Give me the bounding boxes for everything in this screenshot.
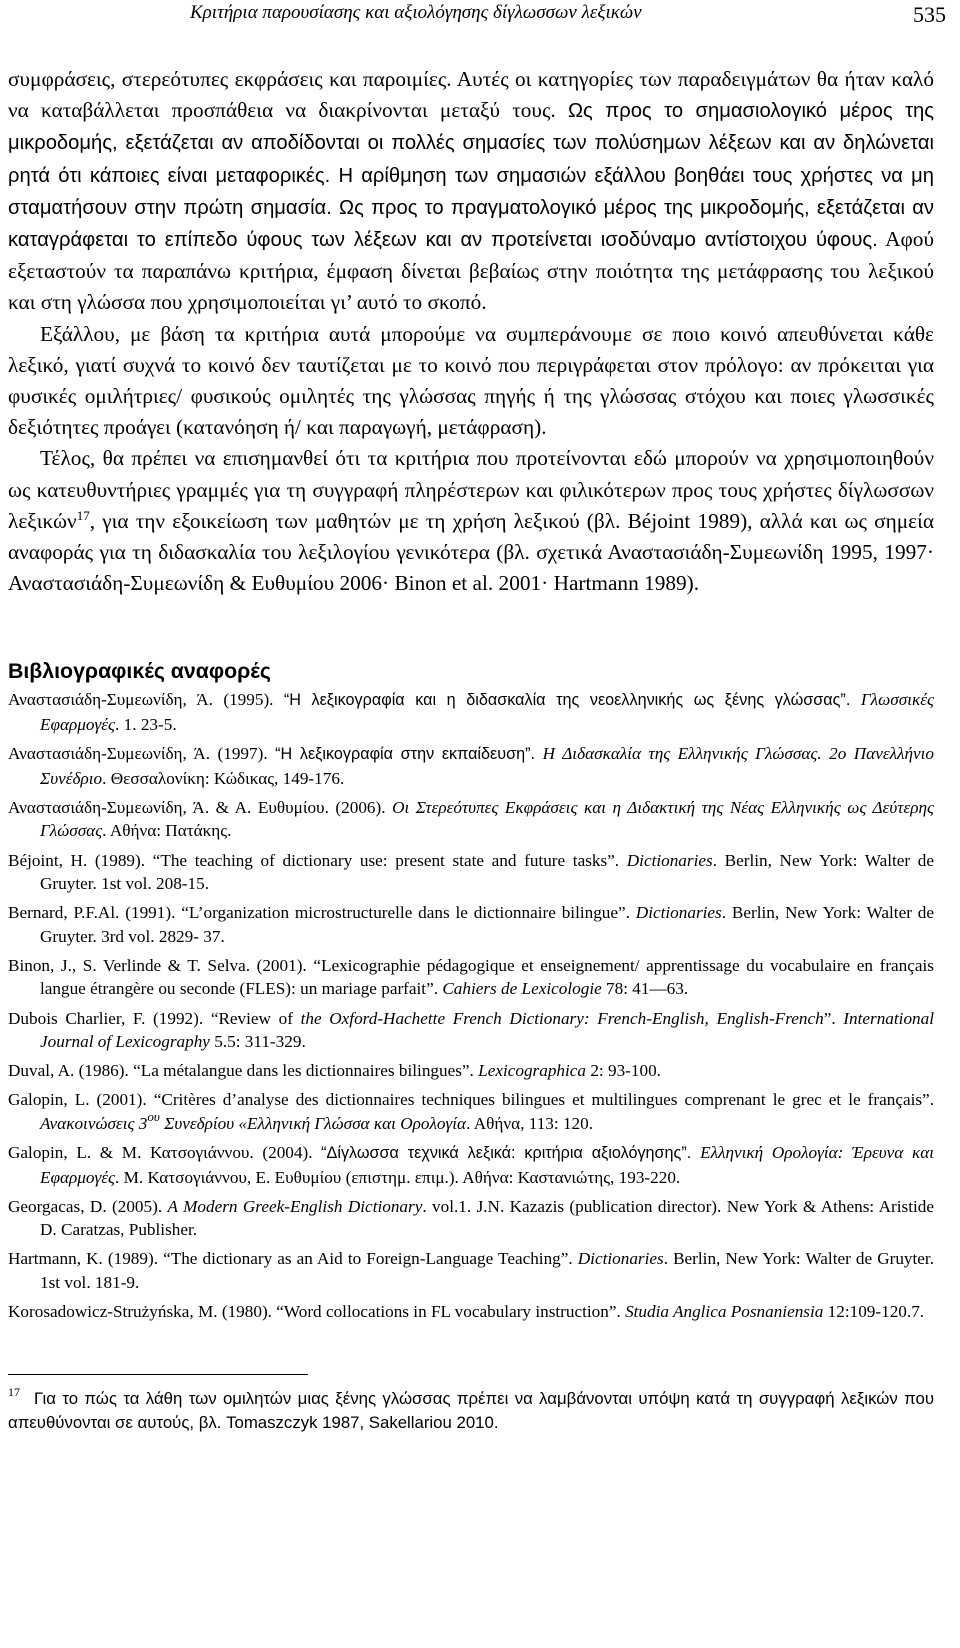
ref-author: Αναστασιάδη-Συμεωνίδη, Ά. (1995). xyxy=(8,690,284,710)
ref-details: . 1. 23-5. xyxy=(115,715,177,735)
reference-item xyxy=(8,1088,934,1135)
ref-source: Ελληνική Ορολογία: Έρευνα και Εφαρμογές xyxy=(40,1143,934,1187)
reference-item xyxy=(8,1247,934,1294)
ref-author: Korosadowicz-Strużyńska, M. (1980). “Word collocations in FL vocabulary instruction”. xyxy=(8,1302,626,1322)
ref-author: Galopin, L. & M. Κατσογιάννου. (2004). xyxy=(8,1143,322,1163)
paragraph-1-start: συμφράσεις, στερεότυπες εκφράσεις και παροιμίες. Αυτές οι κατηγορίες των παραδειγμάτων θα ήταν καλό να καταβάλλεται προσπάθεια να διακρίνονται μεταξύ τους. xyxy=(8,67,934,123)
running-header xyxy=(8,0,946,42)
ref-author: Αναστασιάδη-Συμεωνίδη, Ά. (1997). xyxy=(8,744,276,764)
ref-source: Οι Στερεότυπες Εκφράσεις και η Διδακτική της Νέας Ελληνικής ως Δεύτερης Γλώσσας xyxy=(40,797,934,841)
ref-pages: 5.5: 311-329. xyxy=(209,1032,306,1052)
paragraph-1-semantics: Ως προς το σημασιολογικό μέρος της μικροδομής, εξετάζεται αν αποδίδονται οι πολλές σημασίες των πολύσημων λέξεων και αν δηλώνεται ρητά ότι κάποιες είναι μεταφορικές. Η αρίθμηση των σημασιών εξάλλου βοηθάει τους χρήστες να μη σταματήσουν στην πρώτη σημασία. Ως προς το πραγματολογικό μέρος της μικροδομής, εξετάζεται αν καταγράφεται το επίπεδο ύφους των λέξεων και αν προτείνεται ισοδύναμο αντίστοιχου ύφους. xyxy=(8,100,934,252)
ref-source: Studia Anglica Posnaniensia xyxy=(625,1302,824,1322)
paragraph-1-end: Αφού εξεταστούν τα παραπάνω κριτήρια, έμφαση δίνεται βεβαίως στην ποιότητα της μετάφρασης του λεξικού και στη γλώσσα που χρησιμοποιείται γι’ αυτό το σκοπό. xyxy=(8,227,934,315)
ref-author: Béjoint, H. (1989). “The teaching of dictionary use: present state and future tasks”. xyxy=(8,850,627,870)
ref-author: Duval, A. (1986). “La métalangue dans les dictionnaires bilingues”. xyxy=(8,1061,479,1081)
ref-source: Η Διδασκαλία της Ελληνικής Γλώσσας. 2ο Πανελλήνιο Συνέδριο xyxy=(40,744,935,788)
ref-author: Galopin, L. (2001). “Critères d’analyse des dictionnaires techniques bilingues et multilingues comprenant le grec et le français”. xyxy=(8,1090,934,1110)
paragraph-3-start: Τέλος, θα πρέπει να επισημανθεί ότι τα κριτήρια που προτείνονται εδώ μπορούν να χρησιμοποιηθούν ως κατευθυντήριες γραμμές για τη συγγραφή πληρέστερων και φιλικότερων προς τους χρήστες δίγλωσσων λεξικών xyxy=(8,446,934,533)
paragraph-3-end: , για την εξοικείωση των μαθητών με τη χρήση λεξικού (βλ. Béjoint 1989), αλλά και ως σημεία αναφοράς για τη διδασκαλία του λεξιλογίου γενικότερα (βλ. σχετικά Αναστασιάδη-Συμεωνίδη 1995, 1997· Αναστασιάδη-Συμεωνίδη & Ευθυμίου 2006· Binon et al. 2001· Hartmann 1989). xyxy=(8,508,934,596)
reference-item xyxy=(8,1195,934,1242)
ref-title: “Η λεξικογραφία στην εκπαίδευση”. xyxy=(275,745,543,764)
ref-details: ”. xyxy=(823,1008,844,1028)
ref-author: Hartmann, K. (1989). “The dictionary as an Aid to Foreign-Language Teaching”. xyxy=(8,1249,578,1269)
footnote-text: Για το πώς τα λάθη των ομιλητών μιας ξένης γλώσσας πρέπει να λαμβάνονται υπόψη κατά τη συγγραφή λεξικών που απευθύνονται σε αυτούς, βλ. Tomaszczyk 1987, Sakellariou 2010. xyxy=(8,1388,934,1432)
reference-item xyxy=(8,742,934,790)
reference-item xyxy=(8,1007,934,1054)
ref-source-cont: Συνεδρίου «Ελληνική Γλώσσα και Ορολογία xyxy=(159,1113,467,1133)
ref-source: Ανακοινώσεις 3 xyxy=(40,1113,148,1133)
ref-source: Dictionaries xyxy=(635,903,722,923)
ref-source: Dictionaries xyxy=(626,850,713,870)
running-title: Κριτήρια παρουσίασης και αξιολόγησης δίγλωσσων λεξικών xyxy=(190,2,642,23)
reference-item xyxy=(8,849,934,896)
footnote xyxy=(8,1384,934,1435)
ref-ordinal: ου xyxy=(147,1108,160,1124)
reference-item xyxy=(8,796,934,843)
ref-details: . Αθήνα, 113: 120. xyxy=(466,1113,594,1133)
body-text xyxy=(8,64,934,599)
paragraph-1 xyxy=(8,64,934,319)
reference-item xyxy=(8,1059,934,1083)
reference-item xyxy=(8,901,934,948)
ref-source: Γλωσσικές Εφαρμογές xyxy=(40,690,934,735)
ref-source: Cahiers de Lexicologie xyxy=(442,979,602,999)
ref-source: Dictionaries xyxy=(577,1249,664,1269)
ref-details: 78: 41—63. xyxy=(601,979,689,999)
ref-journal: International Journal of Lexicography xyxy=(40,1008,935,1052)
reference-item xyxy=(8,1300,934,1324)
ref-details: . Θεσσαλονίκη: Κώδικας, 149-176. xyxy=(102,768,345,788)
ref-details: . Αθήνα: Πατάκης. xyxy=(102,821,232,841)
reference-item xyxy=(8,954,934,1001)
ref-title: “Η λεξικογραφία και η διδασκαλία της νεοελληνικής ως ξένης γλώσσας”. xyxy=(283,691,861,710)
paragraph-2: Εξάλλου, με βάση τα κριτήρια αυτά μπορούμε να συμπεράνουμε σε ποιο κοινό απευθύνεται κάθε λεξικό, γιατί συχνά το κοινό δεν ταυτίζεται με το κοινό που περιγράφεται στον πρόλογο: αν πρόκειται για φυσικές ομιλήτριες/ φυσικούς ομιλητές της γλώσσας πηγής ή της γλώσσας στόχου και ποιες γλωσσικές δεξιότητες προάγει (κατανόηση ή/ και παραγωγή, μετάφραση). xyxy=(8,321,934,440)
footnote-mark: 17 xyxy=(8,1384,20,1399)
ref-author: Αναστασιάδη-Συμεωνίδη, Ά. & Α. Ευθυμίου. (2006). xyxy=(8,797,393,817)
ref-source: Lexicographica xyxy=(478,1061,587,1081)
footnote-reference[interactable]: 17 xyxy=(76,507,90,523)
reference-list xyxy=(8,688,934,1323)
ref-author: Bernard, P.F.Al. (1991). “L’organization microstructurelle dans le dictionnaire bilingue”. xyxy=(8,903,636,923)
ref-source: the Oxford-Hachette French Dictionary: French-English, English-French xyxy=(300,1008,824,1028)
page-number: 535 xyxy=(913,2,946,27)
reference-item xyxy=(8,688,934,736)
ref-details: . Μ. Κατσογιάννου, Ε. Ευθυμίου (επιστημ. επιμ.). Αθήνα: Καστανιώτης, 193-220. xyxy=(115,1167,681,1187)
references-heading: Βιβλιογραφικές αναφορές xyxy=(8,659,271,684)
ref-source: A Modern Greek-English Dictionary xyxy=(167,1196,423,1216)
ref-details: . Berlin, New York: Walter de Gruyter. 1st vol. 181-9. xyxy=(40,1249,934,1293)
ref-details: . vol.1. J.N. Kazazis (publication director). New York & Athens: Aristide D. Caratzas, Publisher. xyxy=(40,1196,934,1240)
ref-details: . Berlin, New York: Walter de Gruyter. 3rd vol. 2829- 37. xyxy=(40,903,934,946)
ref-title: “Δίγλωσσα τεχνικά λεξικά: κριτήρια αξιολόγησης”. xyxy=(321,1144,701,1163)
ref-details: 12:109-120.7. xyxy=(823,1302,925,1322)
ref-author: Georgacas, D. (2005). xyxy=(8,1196,168,1216)
ref-author: Binon, J., S. Verlinde & T. Selva. (2001). “Lexicographie pédagogique et enseignement/ apprentissage du vocabulaire en français langue étrangère ou seconde (FLES): un mariage parfait”. xyxy=(8,955,934,999)
reference-item xyxy=(8,1141,934,1189)
paragraph-3 xyxy=(8,443,934,599)
footnote-divider xyxy=(8,1374,308,1375)
ref-details: 2: 93-100. xyxy=(586,1061,661,1081)
ref-details: . Berlin, New York: Walter de Gruyter. 1st vol. 208-15. xyxy=(40,850,934,894)
ref-author: Dubois Charlier, F. (1992). “Review of xyxy=(8,1008,301,1028)
